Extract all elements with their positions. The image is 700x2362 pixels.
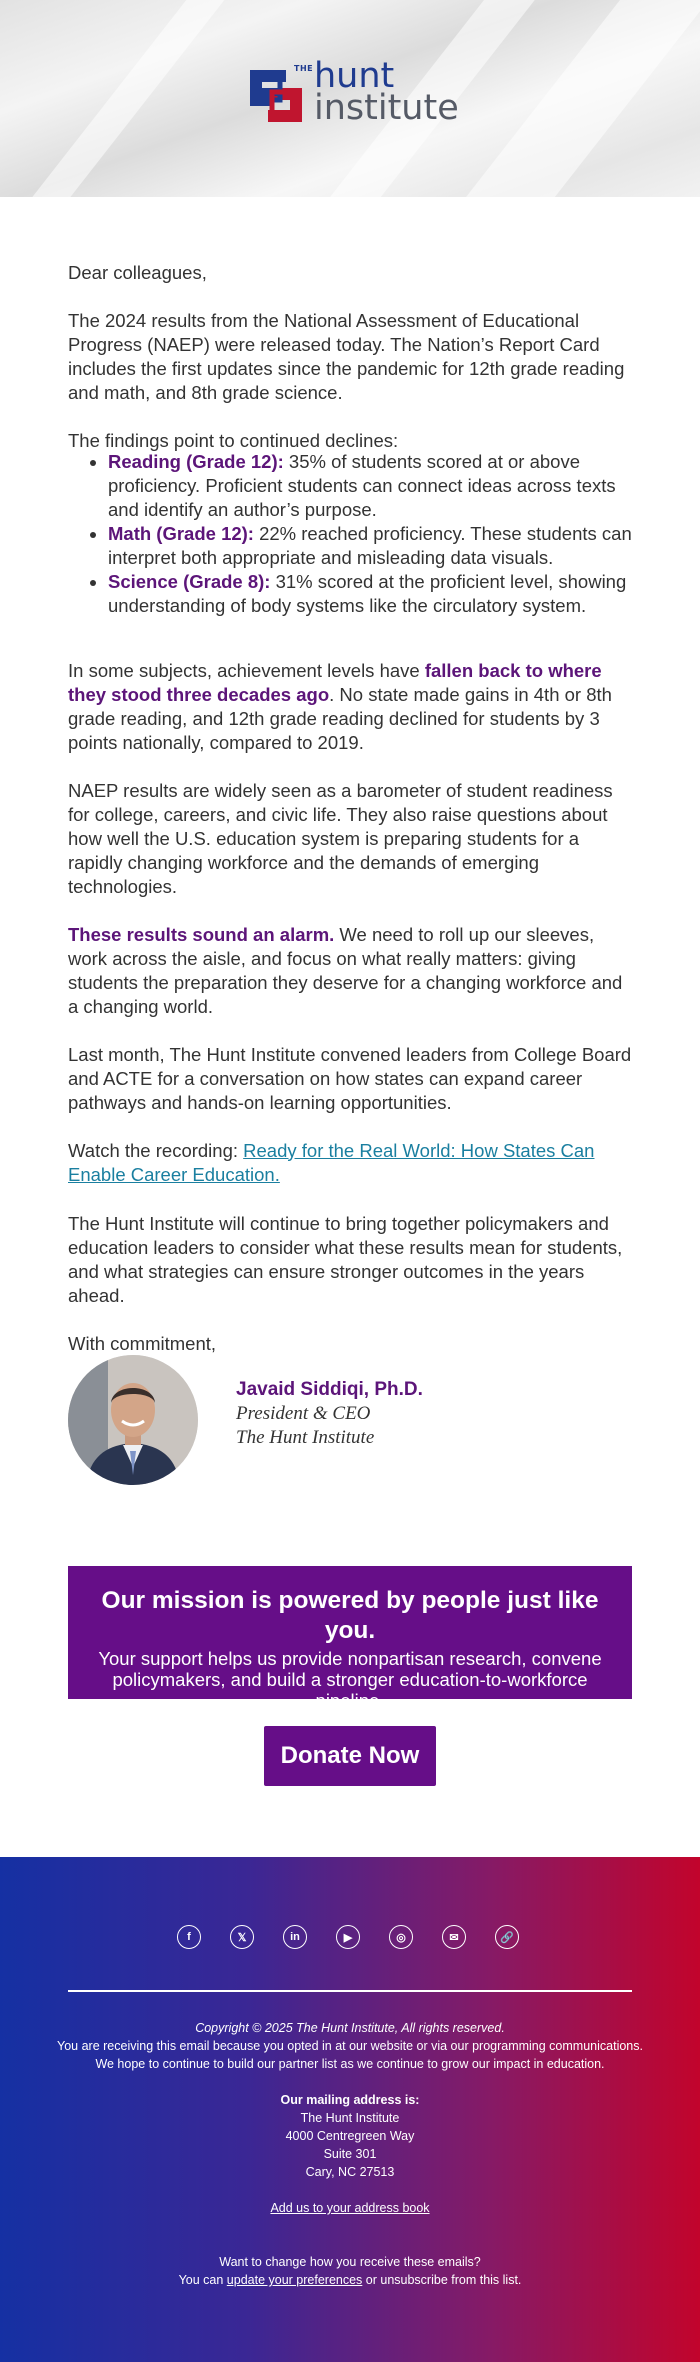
paragraph-achievement (68, 659, 634, 755)
highlight-text: fallen back to where they stood three decades ago (68, 659, 602, 705)
social-links (177, 1925, 519, 1949)
footer-divider (68, 1990, 632, 1992)
recording-link[interactable]: Ready for the Real World: How States Can Enable Career Education. (68, 1139, 595, 1185)
highlight-text: These results sound an alarm. (68, 923, 335, 945)
preferences-row (0, 2271, 700, 2289)
paragraph-convening: Last month, The Hunt Institute convened leaders from College Board and ACTE for a conversation on how states can expand career pathways and hands-on learning opportunities. (68, 1043, 632, 1113)
paragraph-continue: The Hunt Institute will continue to bring together policymakers and education leaders to consider what these results mean for students, and what strategies can ensure stronger outcomes in the years ahead. (68, 1212, 623, 1306)
signature-name: Javaid Siddiqi, Ph.D. (236, 1379, 423, 1400)
finding-label: Math (Grade 12): (108, 523, 254, 544)
instagram-icon[interactable]: ◎ (389, 1925, 413, 1949)
mailing-address-label: Our mailing address is: (280, 2093, 420, 2107)
donate-button[interactable]: Donate Now (264, 1726, 436, 1786)
list-item (108, 570, 634, 618)
signature-org: The Hunt Institute (236, 1427, 375, 1448)
closing: With commitment, (68, 1332, 217, 1354)
paragraph-naep-barometer: NAEP results are widely seen as a barometer of student readiness for college, careers, and civic life. They also raise questions about how well the U.S. education system is preparing students for a rapidly changing workforce and the demands of emerging technologies. (68, 779, 613, 897)
linkedin-icon[interactable]: in (283, 1925, 307, 1949)
text-segment: In some subjects, achievement levels have (68, 659, 425, 681)
email-icon[interactable]: ✉ (442, 1925, 466, 1949)
address-line: 4000 Centregreen Way (285, 2129, 415, 2143)
email-footer (0, 1857, 700, 2362)
email-header-banner (0, 0, 700, 197)
finding-text: 35% of students scored at or above proficiency. Proficient students can connect ideas across texts and identify an author’s purpose. (108, 451, 616, 520)
logo-hunt-text: hunt (314, 56, 395, 96)
address-line: Cary, NC 27513 (305, 2165, 395, 2179)
unsubscribe-text: or unsubscribe from this list. (362, 2273, 522, 2287)
facebook-icon[interactable]: f (177, 1925, 201, 1949)
address-book-link[interactable]: Add us to your address book (270, 2201, 430, 2215)
list-item (108, 522, 634, 570)
link-icon[interactable]: 🔗 (495, 1925, 519, 1949)
findings-list (68, 450, 634, 618)
copyright-text: Copyright © 2025 The Hunt Institute, All rights reserved. (195, 2021, 505, 2035)
youtube-icon[interactable]: ▶ (336, 1925, 360, 1949)
logo-institute-text: institute (314, 88, 459, 128)
opt-in-text: You are receiving this email because you opted in at our website or via our programming communications. (57, 2039, 643, 2053)
portrait-image (68, 1355, 198, 1485)
text-segment: . No state made gains in 4th or 8th grade reading, and 12th grade reading declined for students by 3 points nationally, compared to 2019. (68, 683, 612, 753)
paragraph-recording (68, 1139, 634, 1187)
update-preferences-link[interactable]: update your preferences (226, 2273, 363, 2287)
list-item (108, 450, 634, 522)
finding-label: Science (Grade 8): (108, 571, 271, 592)
mission-subtext: Your support helps us provide nonpartisan research, convene policymakers, and build a stronger education-to-workforce pipeline. (98, 1648, 602, 1711)
logo-mark-icon (246, 66, 306, 126)
mission-heading: Our mission is powered by people just like you. (101, 1587, 599, 1644)
text-segment: Watch the recording: (68, 1139, 244, 1161)
greeting: Dear colleagues, (68, 261, 207, 283)
text-segment: You can (178, 2273, 227, 2287)
address-line: Suite 301 (323, 2147, 377, 2161)
finding-text: 22% reached proficiency. These students can interpret both appropriate and misleading data visuals. (108, 523, 632, 568)
logo-the-text: THE (294, 64, 314, 73)
hunt-institute-logo[interactable] (246, 56, 459, 132)
signature-title: President & CEO (236, 1403, 371, 1424)
paragraph-findings-intro: The findings point to continued declines: (68, 429, 399, 451)
mission-banner (68, 1566, 632, 1711)
text-segment: We need to roll up our sleeves, work across the aisle, and focus on what really matters: giving students the preparation they deserve for a changing workforce and a changing world. (68, 923, 623, 1017)
x-twitter-icon[interactable]: 𝕏 (230, 1925, 254, 1949)
finding-text: 31% scored at the proficient level, showing understanding of body systems like the circulatory system. (108, 571, 627, 616)
change-emails-text: Want to change how you receive these emails? (219, 2255, 481, 2269)
address-book-row (0, 2199, 700, 2217)
partner-text: We hope to continue to build our partner list as we continue to grow our impact in education. (95, 2057, 605, 2071)
address-line: The Hunt Institute (300, 2111, 400, 2125)
paragraph-naep-release: The 2024 results from the National Assessment of Educational Progress (NAEP) were released today. The Nation’s Report Card includes the first updates since the pandemic for 12th grade reading and math, and 8th grade science. (68, 309, 625, 403)
signature-photo (68, 1355, 198, 1485)
finding-label: Reading (Grade 12): (108, 451, 284, 472)
paragraph-alarm (68, 923, 634, 1019)
